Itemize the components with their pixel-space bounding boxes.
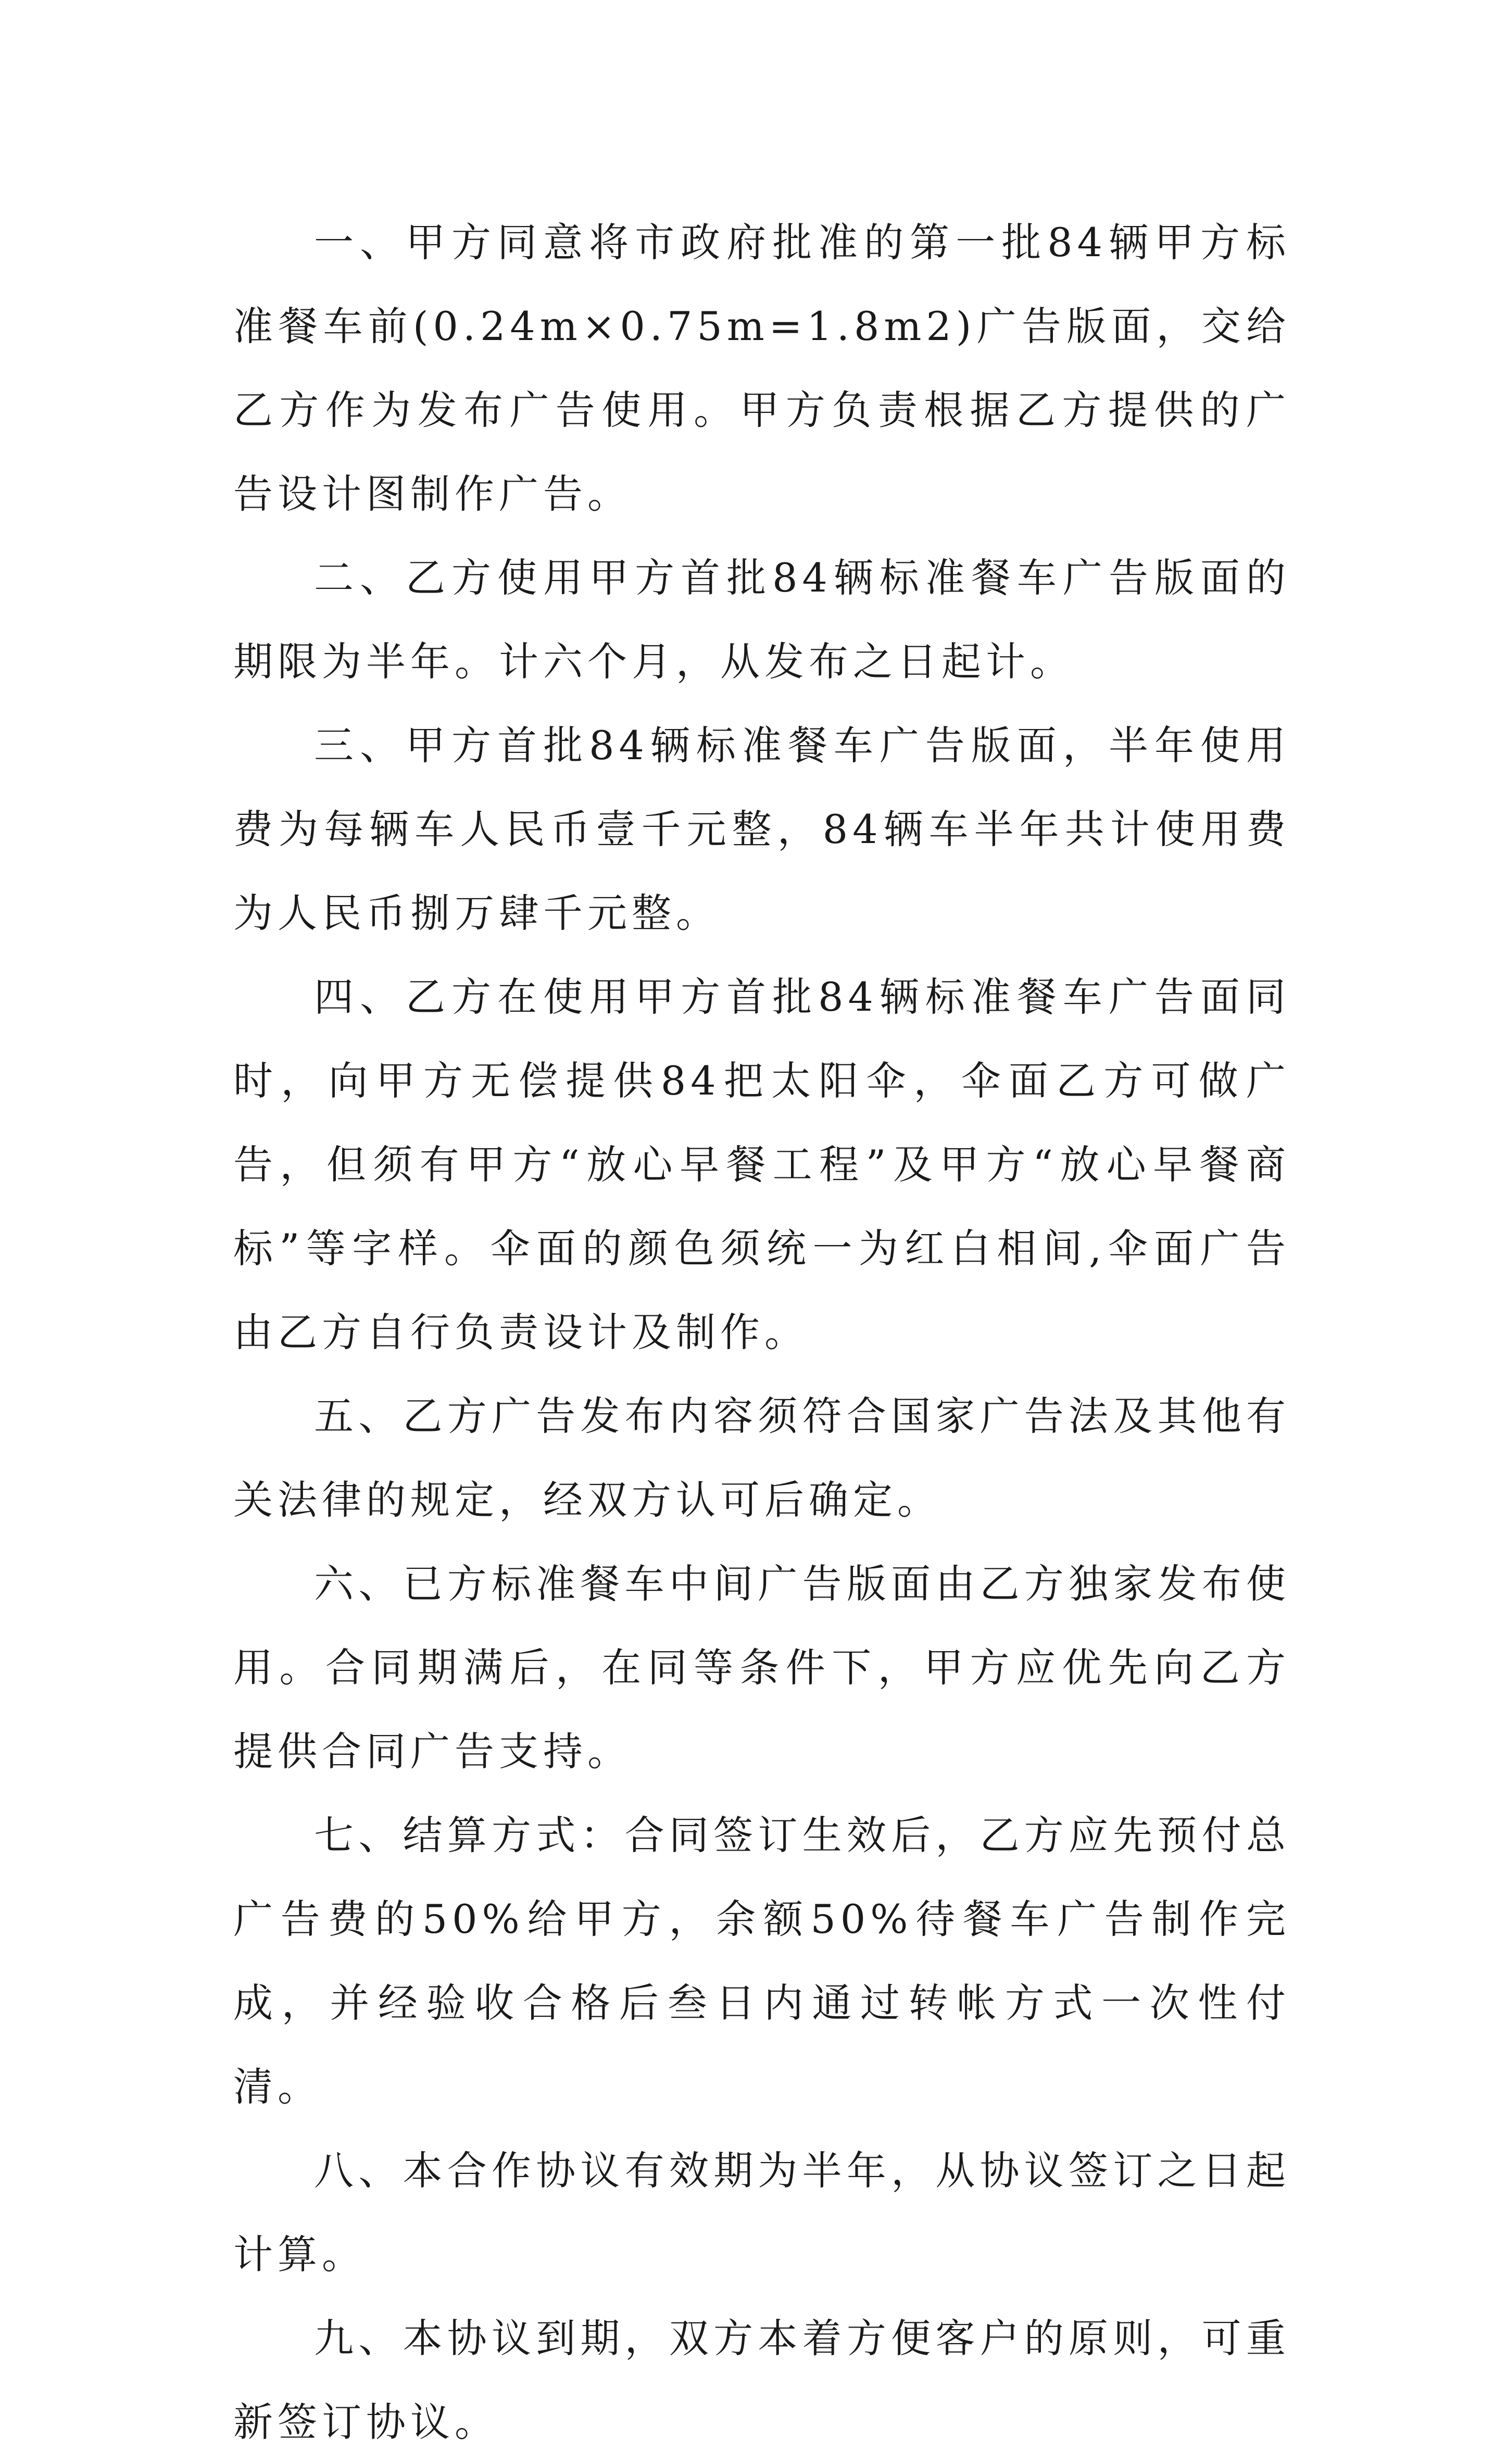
clause-1: 一、甲方同意将市政府批准的第一批84辆甲方标准餐车前(0.24m×0.75m=1.8m2)广告版面，交给乙方作为发布广告使用。甲方负责根据乙方提供的广告设计图制作广告。: [233, 219, 1290, 517]
clause-5: 五、乙方广告发布内容须符合国家广告法及其他有关法律的规定，经双方认可后确定。: [233, 1393, 1290, 1523]
clause-9: 九、本协议到期，双方本着方便客户的原则，可重新签订协议。: [233, 2315, 1290, 2445]
clause-6: 六、已方标准餐车中间广告版面由乙方独家发布使用。合同期满后，在同等条件下，甲方应优先向乙方提供合同广告支持。: [233, 1561, 1290, 1775]
document-body: [233, 200, 1290, 2464]
clause-4: 四、乙方在使用甲方首批84辆标准餐车广告面同时，向甲方无偿提供84把太阳伞，伞面乙方可做广告，但须有甲方“放心早餐工程”及甲方“放心早餐商标”等字样。伞面的颜色须统一为红白相间,伞面广告由乙方自行负责设计及制作。: [233, 974, 1290, 1355]
clause-7: 七、结算方式：合同签订生效后，乙方应先预付总广告费的50%给甲方，余额50%待餐车广告制作完成，并经验收合格后叁日内通过转帐方式一次性付清。: [233, 1812, 1290, 2110]
clause-3: 三、甲方首批84辆标准餐车广告版面，半年使用费为每辆车人民币壹千元整，84辆车半年共计使用费为人民币捌万肆千元整。: [233, 722, 1290, 936]
clause-8: 八、本合作协议有效期为半年，从协议签订之日起计算。: [233, 2147, 1290, 2278]
clause-2: 二、乙方使用甲方首批84辆标准餐车广告版面的期限为半年。计六个月，从发布之日起计。: [233, 555, 1290, 685]
